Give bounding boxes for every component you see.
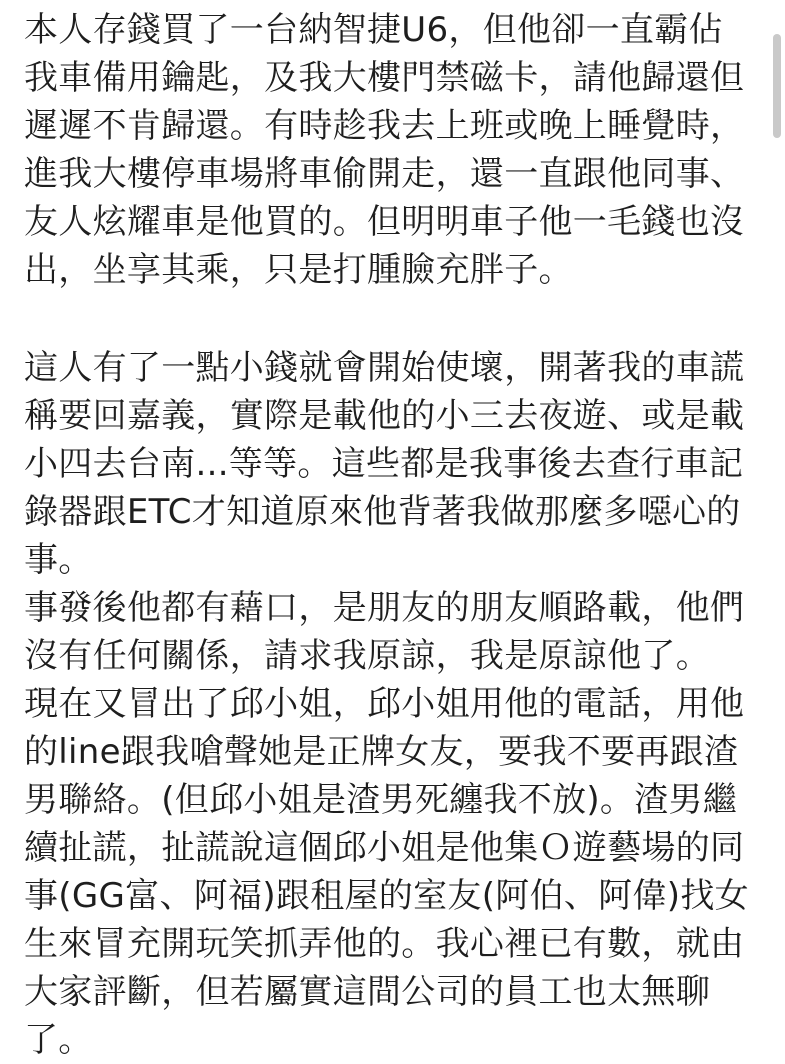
post-line: 本人存錢買了一台納智捷U6，但他卻一直霸佔	[24, 10, 723, 50]
post-line: 我車備用鑰匙，及我大樓門禁磁卡，請他歸還但	[24, 58, 745, 98]
post-line: 事。	[24, 540, 93, 580]
post-line: 了。	[24, 1020, 93, 1060]
post-line: 續扯謊，扯謊說這個邱小姐是他集Ｏ遊藝場的同	[24, 828, 745, 868]
post-line: 事(GG富、阿福)跟租屋的室友(阿伯、阿偉)找女	[24, 876, 749, 916]
post-line: 生來冒充開玩笑抓弄他的。我心裡已有數，就由	[24, 924, 745, 964]
post-line: 大家評斷，但若屬實這間公司的員工也太無聊	[24, 972, 710, 1012]
post-line: 這人有了一點小錢就會開始使壞，開著我的車謊	[24, 348, 745, 388]
paragraph-gap	[24, 294, 764, 344]
post-line: 現在又冒出了邱小姐，邱小姐用他的電話，用他	[24, 684, 745, 724]
post-line: 友人炫耀車是他買的。但明明車子他一毛錢也沒	[24, 202, 745, 242]
post-line: 遲遲不肯歸還。有時趁我去上班或晚上睡覺時，	[24, 106, 745, 146]
post-line: 稱要回嘉義，實際是載他的小三去夜遊、或是載	[24, 396, 745, 436]
post-line: 的line跟我嗆聲她是正牌女友，要我不要再跟渣	[24, 732, 739, 772]
post-body	[24, 6, 764, 1064]
post-line: 出，坐享其乘，只是打腫臉充胖子。	[24, 250, 573, 290]
post-line: 進我大樓停車場將車偷開走，還一直跟他同事、	[24, 154, 745, 194]
post-line: 男聯絡。(但邱小姐是渣男死纏我不放)。渣男繼	[24, 780, 738, 820]
scrollbar-thumb[interactable]	[773, 34, 781, 138]
post-line: 事發後他都有藉口，是朋友的朋友順路載，他們	[24, 588, 745, 628]
post-line: 錄器跟ETC才知道原來他背著我做那麼多噁心的	[24, 492, 741, 532]
post-line: 沒有任何關係，請求我原諒，我是原諒他了。	[24, 636, 710, 676]
post-line: 小四去台南...等等。這些都是我事後去查行車記	[24, 444, 744, 484]
